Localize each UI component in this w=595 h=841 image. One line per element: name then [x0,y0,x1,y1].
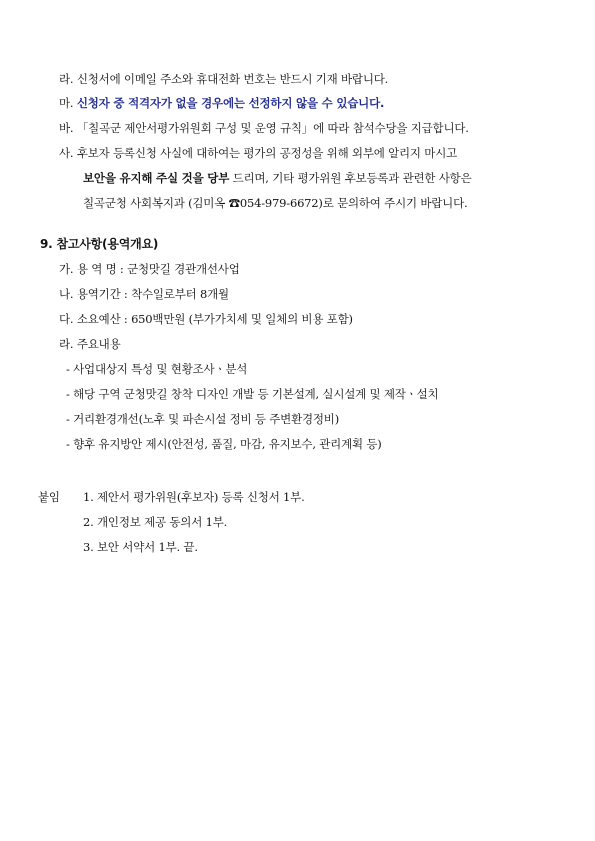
content-bullet: - 거리환경개선(노후 및 파손시설 정비 등 주변환경정비) [66,412,339,426]
note-sa-line3 [83,196,467,211]
overview-item-budget [59,312,353,327]
overview-item-text: 주요내용 [76,337,121,351]
note-ma-marker: 마. [59,96,74,110]
attachment-item: 1. 제안서 평가위원(후보자) 등록 신청서 1부. [83,490,305,504]
note-sa-line1-text: 후보자 등록신청 사실에 대하여는 평가의 공정성을 위해 외부에 알리지 마시고 [76,146,458,160]
content-bullet: - 사업대상지 특성 및 현황조사ㆍ분석 [66,362,248,376]
section-9-heading: 9. 참고사항(용역개요) [40,237,159,251]
note-ra [59,72,388,87]
note-ba-marker: 바. [59,121,74,135]
note-ba-text: 「칠곡군 제안서평가위원회 구성 및 운영 규칙」에 따라 참석수당을 지급합니다. [76,121,469,135]
content-bullet: - 향후 유지방안 제시(안전성, 품질, 마감, 유지보수, 관리계획 등) [66,437,382,451]
overview-item-text: 소요예산 : 650백만원 (부가가치세 및 일체의 비용 포함) [76,312,353,326]
note-sa-contact-prefix: 칠곡군청 사회복지과 (김미옥 [83,196,229,210]
note-sa-marker: 사. [59,146,74,160]
note-sa-contact-phone: 054-979-6672)로 문의하여 주시기 바랍니다. [239,196,468,210]
note-sa-emphasis: 보안을 유지해 주실 것을 당부 [83,171,230,185]
content-bullet: - 해당 구역 군청맛길 창착 디자인 개발 등 기본설계, 실시설계 및 제작ㆍ설치 [66,387,439,401]
attachment-item: 2. 개인정보 제공 동의서 1부. [83,515,228,529]
overview-item-name [59,262,240,277]
note-sa-line2-text: 드리며, 기타 평가위원 후보등록과 관련한 사항은 [229,171,472,185]
overview-item-marker: 나. [59,287,74,301]
phone-icon: ☎ [228,196,240,210]
overview-item-text: 용 역 명 : 군청맛길 경관개선사업 [76,262,240,276]
note-ba [59,121,469,136]
overview-item-marker: 라. [59,337,74,351]
overview-item-marker: 다. [59,312,74,326]
note-ra-text: 신청서에 이메일 주소와 휴대전화 번호는 반드시 기재 바랍니다. [76,72,389,86]
overview-item-period [59,287,229,302]
overview-item-text: 용역기간 : 착수일로부터 8개월 [76,287,229,301]
note-ma [59,96,384,111]
attachments-label: 붙임 [38,490,60,504]
attachment-item: 3. 보안 서약서 1부. 끝. [83,540,198,554]
note-sa-line2 [83,171,472,186]
note-ma-text: 신청자 중 적격자가 없을 경우에는 선정하지 않을 수 있습니다. [76,96,385,110]
note-sa-line1 [59,146,457,161]
overview-item-marker: 가. [59,262,74,276]
note-ra-marker: 라. [59,72,74,86]
overview-item-content [59,337,120,352]
